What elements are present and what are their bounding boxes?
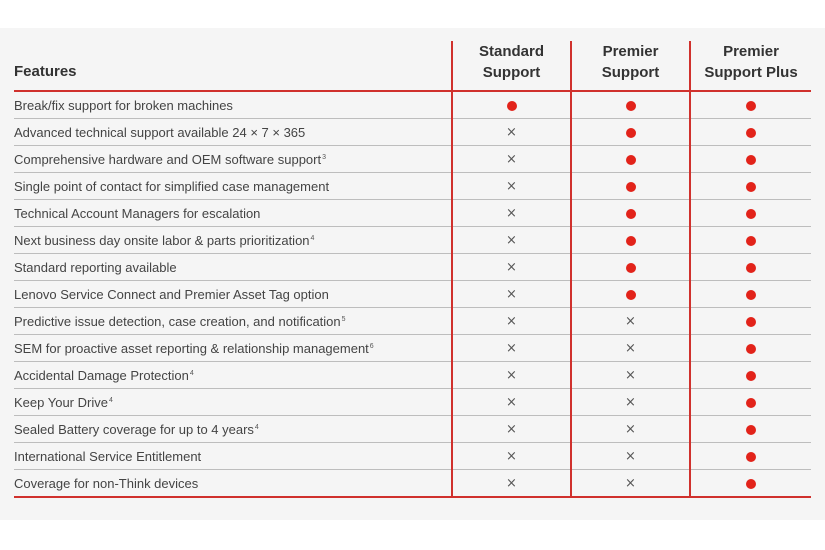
not-included-x-icon: × <box>506 206 517 221</box>
header-row <box>14 41 811 91</box>
table-row <box>14 281 811 308</box>
table-row <box>14 254 811 281</box>
premier-support-header <box>571 41 690 91</box>
feature-label: Technical Account Managers for escalation <box>14 205 261 221</box>
not-included-x-icon: × <box>506 341 517 356</box>
feature-label: Next business day onsite labor & parts prioritization <box>14 232 310 248</box>
premier-cell <box>571 200 690 227</box>
included-dot-icon <box>746 398 756 408</box>
feature-label: SEM for proactive asset reporting & relationship management <box>14 340 369 356</box>
premier-cell <box>571 254 690 281</box>
not-included-x-icon: × <box>506 260 517 275</box>
footnote-marker: 3 <box>322 153 326 161</box>
premier-cell <box>571 416 690 443</box>
standard-cell <box>452 362 571 389</box>
not-included-x-icon: × <box>625 368 636 383</box>
standard-cell <box>452 254 571 281</box>
included-dot-icon <box>626 128 636 138</box>
not-included-x-icon: × <box>506 125 517 140</box>
standard-cell <box>452 308 571 335</box>
feature-label: Coverage for non-Think devices <box>14 475 199 491</box>
premier-plus-cell <box>690 281 811 308</box>
footnote-marker: 6 <box>369 342 374 350</box>
not-included-x-icon: × <box>506 476 517 491</box>
included-dot-icon <box>626 101 636 111</box>
standard-cell <box>452 91 571 119</box>
premier-plus-cell <box>690 335 811 362</box>
feature-cell <box>14 416 452 443</box>
feature-label: Break/fix support for broken machines <box>14 97 233 113</box>
feature-label: Advanced technical support available 24 × 7 × 365 <box>14 124 306 140</box>
feature-cell <box>14 200 452 227</box>
not-included-x-icon: × <box>506 179 517 194</box>
table-row <box>14 335 811 362</box>
included-dot-icon <box>746 236 756 246</box>
feature-cell <box>14 146 452 173</box>
footnote-marker: 4 <box>108 396 113 404</box>
standard-cell <box>452 173 571 200</box>
table-row <box>14 470 811 498</box>
feature-label: International Service Entitlement <box>14 448 202 464</box>
premier-plus-cell <box>690 389 811 416</box>
premier-cell <box>571 281 690 308</box>
premier-support-plus-header <box>690 41 811 91</box>
included-dot-icon <box>746 344 756 354</box>
premier-cell <box>571 443 690 470</box>
table-row <box>14 227 811 254</box>
premier-cell <box>571 335 690 362</box>
not-included-x-icon: × <box>506 449 517 464</box>
premier-cell <box>571 146 690 173</box>
not-included-x-icon: × <box>625 341 636 356</box>
included-dot-icon <box>626 263 636 273</box>
footnote-marker: 4 <box>254 423 259 431</box>
feature-cell <box>14 119 452 146</box>
included-dot-icon <box>746 263 756 273</box>
not-included-x-icon: × <box>625 395 636 410</box>
header-line2: Support <box>482 64 541 81</box>
included-dot-icon <box>746 128 756 138</box>
feature-label: Single point of contact for simplified case management <box>14 178 330 194</box>
feature-label: Lenovo Service Connect and Premier Asset Tag option <box>14 286 329 302</box>
standard-cell <box>452 281 571 308</box>
feature-label: Keep Your Drive <box>14 394 108 410</box>
footnote-marker: 5 <box>341 315 346 323</box>
table-row <box>14 200 811 227</box>
standard-cell <box>452 146 571 173</box>
premier-plus-cell <box>690 470 811 498</box>
standard-cell <box>452 335 571 362</box>
support-comparison-table <box>14 41 811 498</box>
standard-cell <box>452 200 571 227</box>
table-row <box>14 443 811 470</box>
premier-cell <box>571 91 690 119</box>
included-dot-icon <box>746 182 756 192</box>
premier-plus-cell <box>690 91 811 119</box>
table-row <box>14 362 811 389</box>
premier-plus-cell <box>690 227 811 254</box>
table-row <box>14 119 811 146</box>
premier-cell <box>571 362 690 389</box>
standard-cell <box>452 443 571 470</box>
not-included-x-icon: × <box>506 233 517 248</box>
feature-cell <box>14 91 452 119</box>
not-included-x-icon: × <box>625 449 636 464</box>
feature-label: Standard reporting available <box>14 259 177 275</box>
standard-cell <box>452 227 571 254</box>
feature-label: Predictive issue detection, case creation, and notification <box>14 313 341 329</box>
feature-cell <box>14 227 452 254</box>
premier-plus-cell <box>690 146 811 173</box>
feature-cell <box>14 362 452 389</box>
table-body <box>14 91 811 497</box>
feature-cell <box>14 335 452 362</box>
included-dot-icon <box>626 182 636 192</box>
feature-label: Sealed Battery coverage for up to 4 years <box>14 421 254 437</box>
included-dot-icon <box>626 155 636 165</box>
features-header: Features <box>14 41 452 91</box>
header-line2: Support Plus <box>704 64 798 81</box>
table-row <box>14 146 811 173</box>
premier-cell <box>571 308 690 335</box>
not-included-x-icon: × <box>506 395 517 410</box>
table-row <box>14 308 811 335</box>
feature-label: Accidental Damage Protection <box>14 367 189 383</box>
premier-cell <box>571 470 690 498</box>
premier-plus-cell <box>690 416 811 443</box>
premier-plus-cell <box>690 362 811 389</box>
included-dot-icon <box>746 479 756 489</box>
premier-plus-cell <box>690 173 811 200</box>
included-dot-icon <box>746 425 756 435</box>
not-included-x-icon: × <box>625 314 636 329</box>
header-line1: Standard <box>478 43 544 60</box>
header-line1: Premier <box>723 43 779 60</box>
included-dot-icon <box>746 452 756 462</box>
premier-plus-cell <box>690 443 811 470</box>
not-included-x-icon: × <box>625 422 636 437</box>
feature-cell <box>14 470 452 498</box>
not-included-x-icon: × <box>506 152 517 167</box>
table-row <box>14 416 811 443</box>
standard-cell <box>452 389 571 416</box>
feature-cell <box>14 389 452 416</box>
included-dot-icon <box>746 101 756 111</box>
standard-cell <box>452 119 571 146</box>
table-row <box>14 173 811 200</box>
standard-support-header <box>452 41 571 91</box>
included-dot-icon <box>507 101 517 111</box>
header-line1: Premier <box>602 43 659 60</box>
feature-cell <box>14 254 452 281</box>
included-dot-icon <box>746 155 756 165</box>
footnote-marker: 4 <box>189 369 194 377</box>
table-row <box>14 389 811 416</box>
premier-cell <box>571 389 690 416</box>
not-included-x-icon: × <box>625 476 636 491</box>
premier-cell <box>571 173 690 200</box>
premier-cell <box>571 119 690 146</box>
included-dot-icon <box>746 317 756 327</box>
standard-cell <box>452 470 571 498</box>
premier-plus-cell <box>690 119 811 146</box>
included-dot-icon <box>746 371 756 381</box>
premier-plus-cell <box>690 254 811 281</box>
premier-plus-cell <box>690 308 811 335</box>
feature-cell <box>14 308 452 335</box>
feature-cell <box>14 281 452 308</box>
feature-cell <box>14 443 452 470</box>
standard-cell <box>452 416 571 443</box>
feature-label: Comprehensive hardware and OEM software support <box>14 151 322 167</box>
included-dot-icon <box>626 236 636 246</box>
included-dot-icon <box>746 209 756 219</box>
not-included-x-icon: × <box>506 287 517 302</box>
table-row <box>14 91 811 119</box>
not-included-x-icon: × <box>506 422 517 437</box>
premier-plus-cell <box>690 200 811 227</box>
premier-cell <box>571 227 690 254</box>
included-dot-icon <box>746 290 756 300</box>
included-dot-icon <box>626 290 636 300</box>
not-included-x-icon: × <box>506 368 517 383</box>
not-included-x-icon: × <box>506 314 517 329</box>
footnote-marker: 4 <box>310 234 315 242</box>
included-dot-icon <box>626 209 636 219</box>
feature-cell <box>14 173 452 200</box>
header-line2: Support <box>601 64 660 81</box>
